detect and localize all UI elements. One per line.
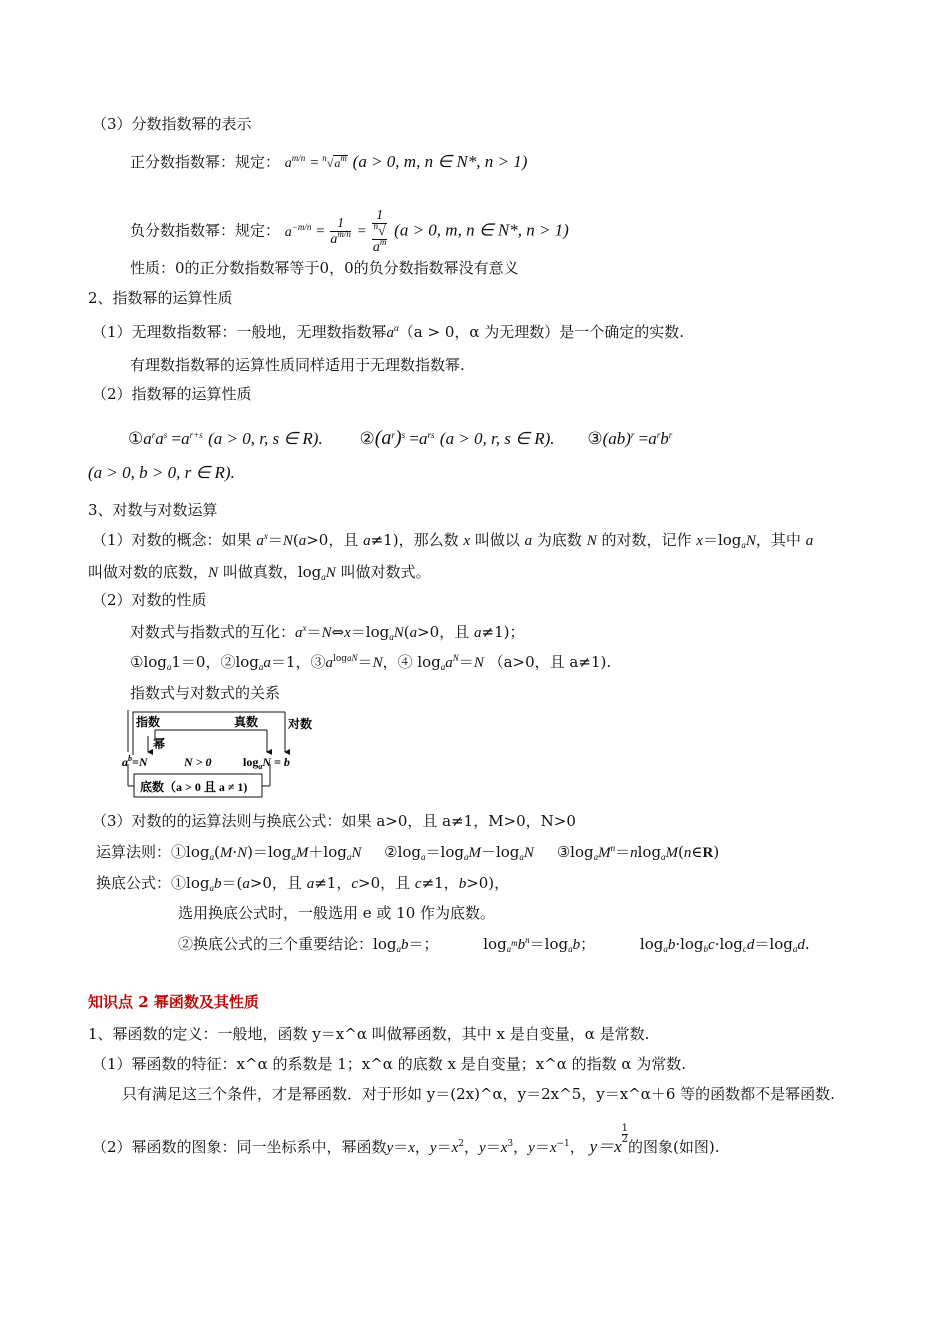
power-function-definition: 1、幂函数的定义：一般地，函数 y＝x^α 叫做幂函数，其中 x 是自变量，α 是常数. (88, 1025, 650, 1043)
log-exp-conversion: 对数式与指数式的互化：$a^x=N\Leftrightarrow x=\log_aN(a>0$，且 a≠1)； (130, 623, 525, 642)
negative-label: 负分数指数幂：规定： (130, 221, 281, 240)
diagram-label-zhishu: 指数 (136, 715, 161, 729)
zero-property-note: 性质：0的正分数指数幂等于0，0的负分数指数幂没有意义 (130, 259, 519, 277)
diagram-label-zhenshu: 真数 (234, 715, 259, 729)
section-fractional-exponent-title: （3）分数指数幂的表示 (92, 115, 252, 133)
rule-1: $①a^ra^s =a^{r+s}$ (a > 0, r, s ∈ R). (128, 429, 323, 449)
heading-logarithm: 3、对数与对数运算 (88, 501, 218, 519)
power-function-conditions: 只有满足这三个条件，才是幂函数．对于形如 y＝(2x)^α，y＝2x^5，y＝x^α＋6 等的函数都不是幂函数. (122, 1085, 835, 1103)
diagram-label-mi: 幂 (153, 737, 166, 751)
rule-2: $②(a^r)^s =a^{rs}$ (a > 0, r, s ∈ R). (359, 427, 555, 449)
diagram-label-n-positive: N > 0 (184, 755, 212, 769)
exponent-rules-row (128, 428, 672, 449)
change-of-base-note: 选用换底公式时，一般选用 e 或 10 作为底数。 (178, 904, 496, 922)
negative-condition: (a > 0, m, n ∈ N*, n > 1) (394, 220, 569, 240)
log-definition-line2: 叫做对数的底数，N 叫做真数，$\log_aN$ 叫做对数式。 (88, 563, 431, 582)
positive-label: 正分数指数幂：规定： (130, 153, 281, 171)
positive-condition: (a > 0, m, n ∈ N*, n > 1) (352, 152, 528, 171)
rule-3: ③(ab)$^r$ $=a^rb^r$ (587, 429, 673, 449)
power-function-features: （1）幂函数的特征：x^α 的系数是 1；x^α 的底数 x 是自变量；x^α 的指数 α 为常数. (92, 1055, 687, 1073)
positive-fractional-exponent-rule: 正分数指数幂：规定： $a^{m/n} = ^n√a^m$ (a > 0, m, n ∈ N*, n > 1) (130, 152, 528, 171)
log-definition-line1: （1）对数的概念：如果 $a^x=N(a>0$，且 a≠1)，那么数 x 叫做以 a 为底数 N 的对数，记作 $x=\log_aN$，其中 a (92, 531, 814, 550)
log-identities: $①\log_a1=0$，$②\log_aa=1$，$③a^{logaN}=N$，④ $\log_aa^N=N$ （a>0，且 a≠1). (130, 653, 612, 672)
heading-exponent-operations: 2、指数幂的运算性质 (88, 289, 233, 307)
power-function-graph-line: （2）幂函数的图象：同一坐标系中，幂函数y＝x，$y=x^2$，$y=x^3$，$y=x^{-1}$， y＝x $\frac{1}{2}$ 的图象(如图). (92, 1123, 720, 1156)
log-operation-rules: 运算法则：$①\log_a(M\cdot N)=\log_aM+\log_aN$ $②\log_a=\log_aM-\log_aN$ $③\log_aM^n=nlog_aM(n\in R)$ (96, 843, 720, 862)
irrational-exponent-line: （1）无理数指数幂：一般地，无理数指数幂$a^\alpha(a > 0$，α 为无理数）是一个确定的实数. (92, 323, 685, 341)
exp-log-relation-diagram (120, 708, 320, 803)
diagram-label-duishu: 对数 (288, 717, 313, 731)
irrational-exponent-note: 有理数指数幂的运算性质同样适用于无理数指数幂. (130, 356, 465, 374)
knowledge-point-2-heading: 知识点 2 幂函数及其性质 (88, 993, 259, 1011)
change-of-base: 换底公式：$①\log_ab=(a>0$，且 a≠1，c>0，且 c≠1，b>0)， (96, 874, 510, 893)
relation-title: 指数式与对数式的关系 (130, 684, 281, 702)
change-of-base-conclusions: ②换底公式的三个重要结论：$\log_ab=$； $\log_{a^m}b^n=\log_ab$； $\log_ab\cdot\log_bc\cdot\log_cd=\log_ad$. (178, 935, 810, 954)
exponent-operations-title: （2）指数幂的运算性质 (92, 385, 252, 403)
log-rules-title: （3）对数的的运算法则与换底公式：如果 a>0，且 a≠1，M>0，N>0 (92, 812, 576, 830)
rule-3-condition: (a > 0, b > 0, r ∈ R). (88, 463, 235, 482)
svg-text:logaN = b: $\log_aN = b$ (243, 755, 290, 771)
diagram-label-base: 底数（a > 0 且 a ≠ 1) (140, 780, 248, 794)
svg-text:ab=N: $a^b=N$ (122, 754, 148, 769)
log-properties-title: （2）对数的性质 (92, 591, 207, 609)
negative-fractional-exponent-rule: 负分数指数幂：规定： $a^{-m/n}$ = $\frac{1}{a^{m/n}}$ = 1 $^n$√ $a^m$ (a > 0, m, n ∈ N*, n > 1) (130, 208, 569, 255)
